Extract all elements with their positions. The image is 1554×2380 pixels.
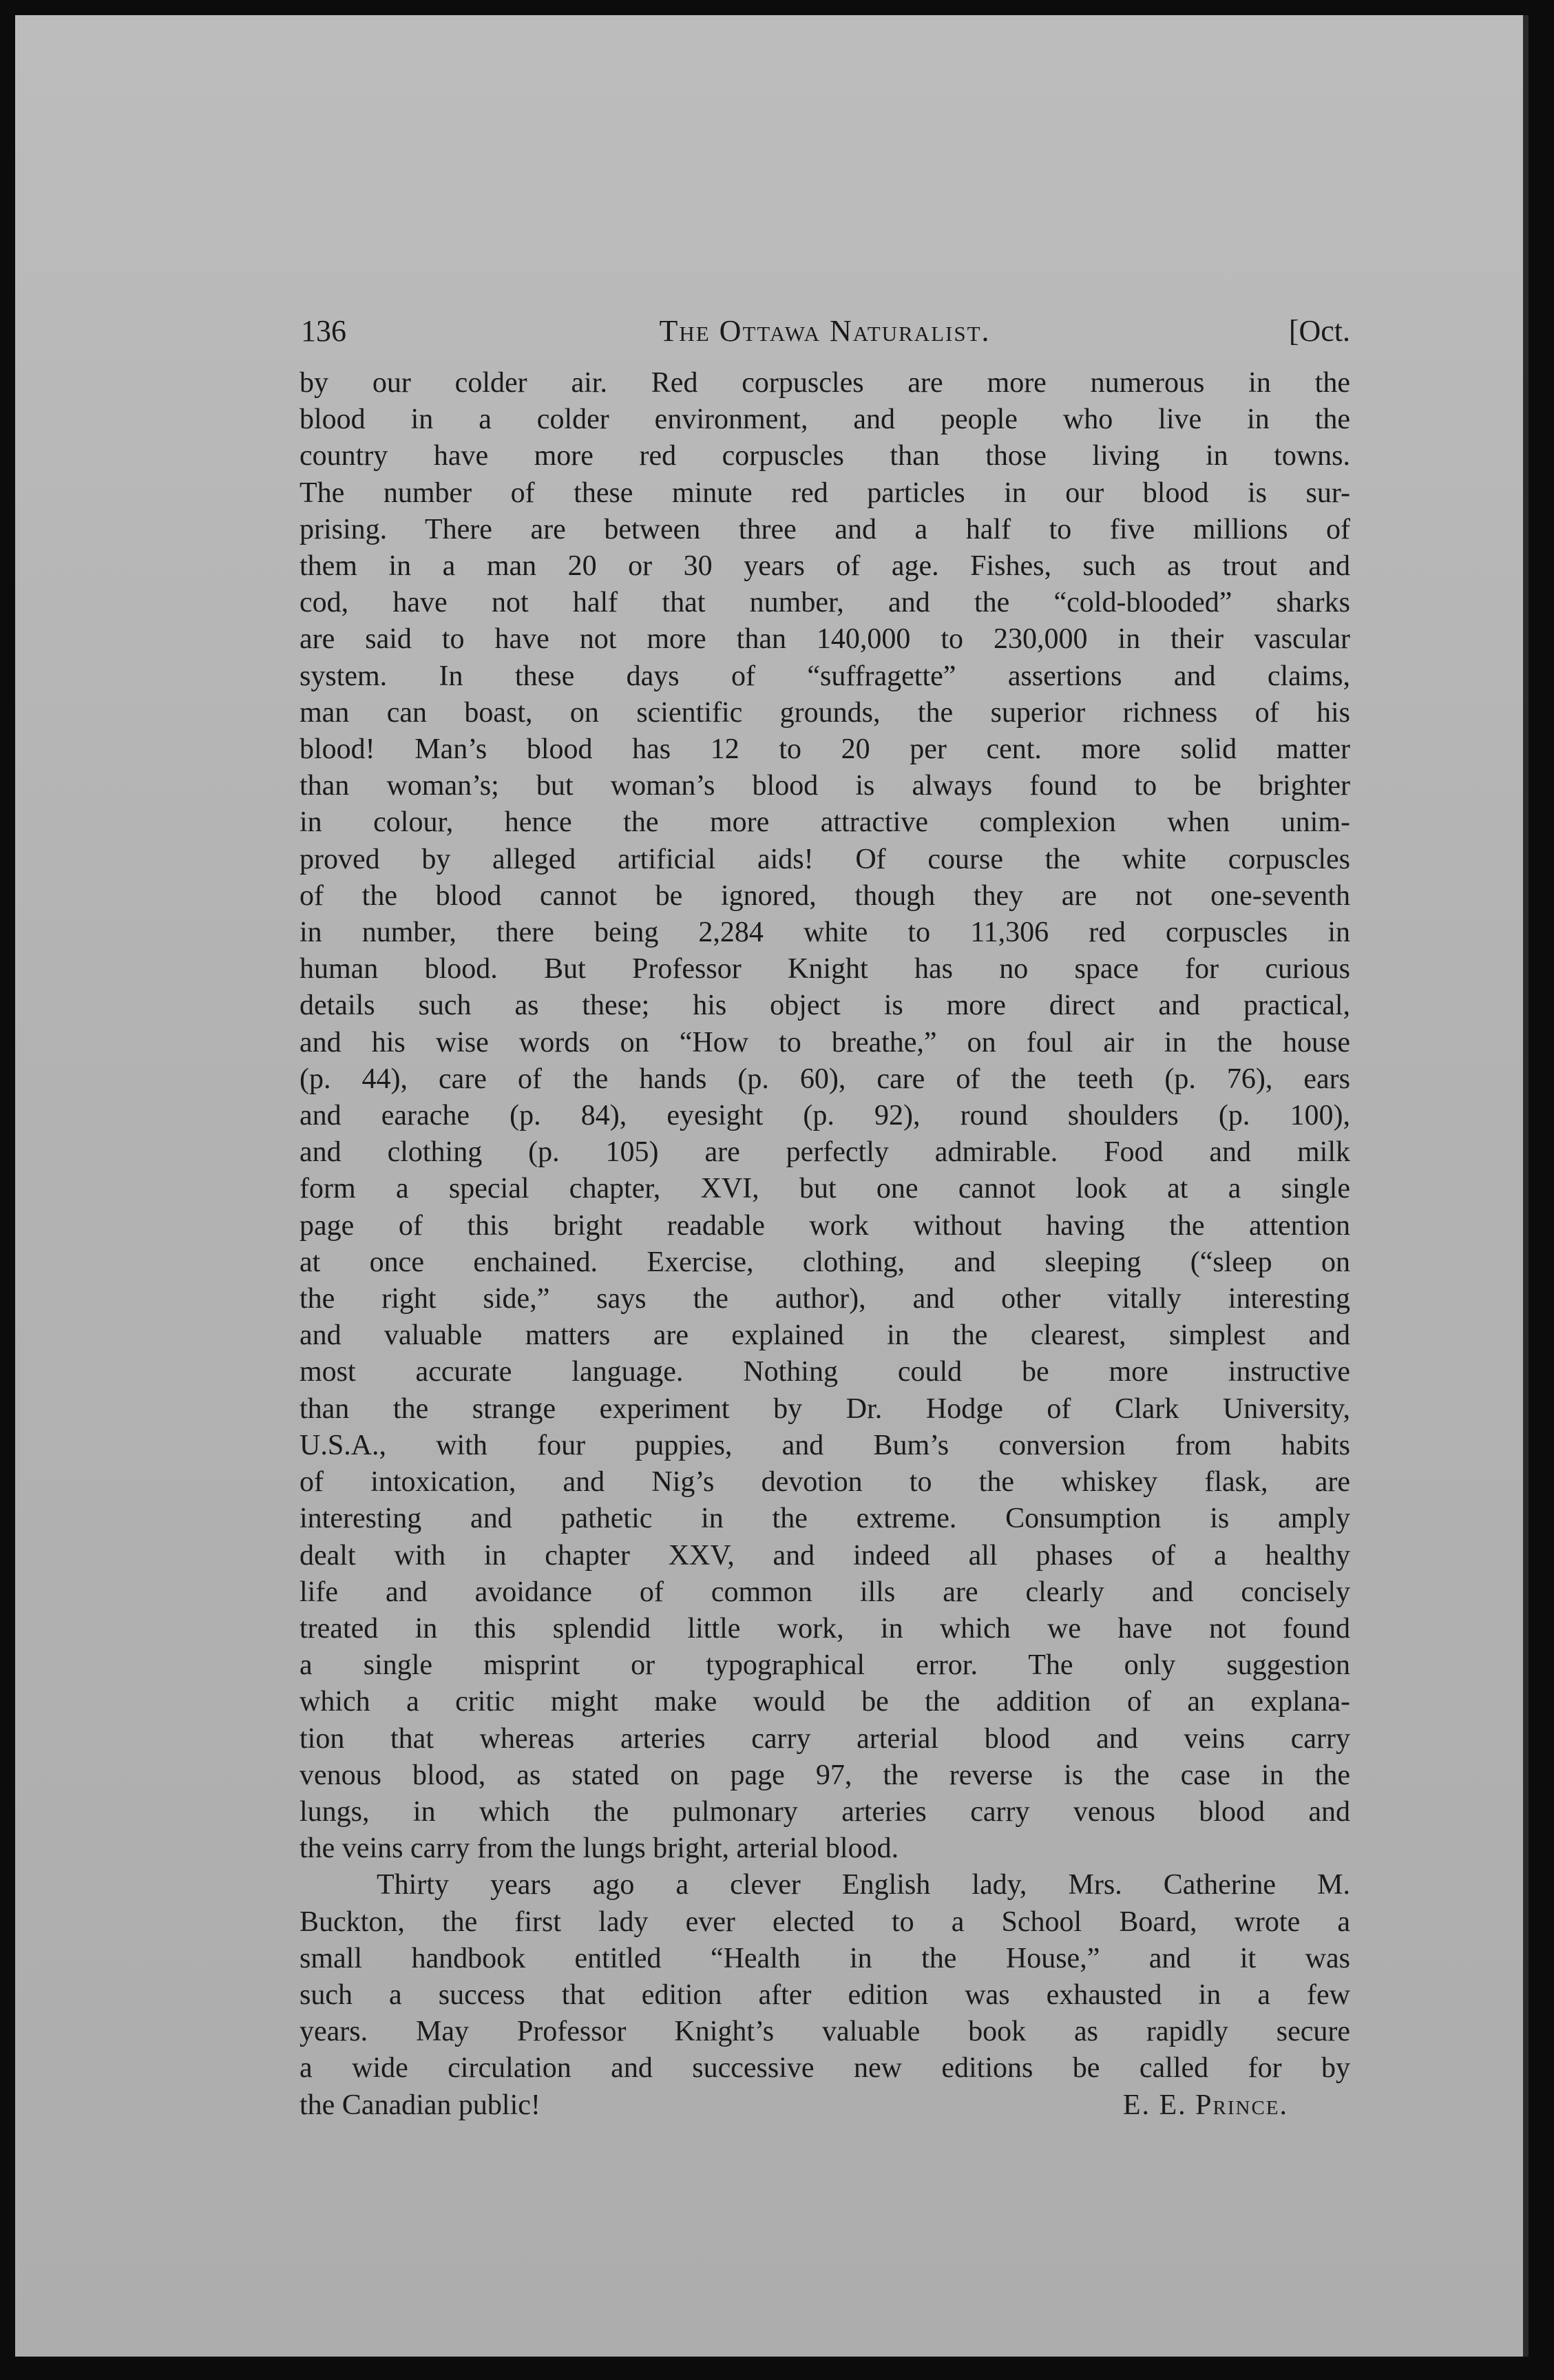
text-line: system. In these days of “suffragette” assertions and claims, <box>300 660 1350 692</box>
text-line: and valuable matters are explained in the clearest, simplest and <box>300 1319 1350 1352</box>
text-line: of intoxication, and Nig’s devotion to the whiskey flask, are <box>300 1466 1350 1499</box>
text-line: and his wise words on “How to breathe,” on foul air in the house <box>300 1026 1350 1058</box>
journal-title: The Ottawa Naturalist. <box>659 314 991 348</box>
text-line: dealt with in chapter XXV, and indeed all phases of a healthy <box>300 1539 1350 1572</box>
text-line: them in a man 20 or 30 years of age. Fishes, such as trout and <box>300 550 1350 583</box>
text-line: U.S.A., with four puppies, and Bum’s conversion from habits <box>300 1429 1350 1461</box>
paragraph-continued <box>300 365 1350 1867</box>
text-line: blood in a colder environment, and people who live in the <box>300 404 1350 436</box>
text-line: which a critic might make would be the addition of an explana- <box>300 1686 1350 1718</box>
text-line: proved by alleged artificial aids! Of course the white corpuscles <box>300 843 1350 875</box>
text-line: venous blood, as stated on page 97, the reverse is the case in the <box>300 1759 1350 1791</box>
issue-month: [Oct. <box>1288 314 1350 348</box>
text-line: most accurate language. Nothing could be more instructive <box>300 1356 1350 1388</box>
paragraph-closing <box>300 1867 1350 2123</box>
text-line: treated in this splendid little work, in which we have not found <box>300 1612 1350 1645</box>
text-line: life and avoidance of common ills are clearly and concisely <box>300 1576 1350 1608</box>
text-line: page of this bright readable work without having the attention <box>300 1209 1350 1242</box>
text-line: interesting and pathetic in the extreme. Consumption is amply <box>300 1503 1350 1535</box>
text-line: the veins carry from the lungs bright, arterial blood. <box>300 1833 899 1865</box>
text-line: and clothing (p. 105) are perfectly admirable. Food and milk <box>300 1136 1350 1169</box>
text-line: details such as these; his object is more direct and practical, <box>300 990 1350 1022</box>
text-line: Buckton, the first lady ever elected to a School Board, wrote a <box>300 1906 1350 1938</box>
text-line: than the strange experiment by Dr. Hodge of Clark University, <box>300 1392 1350 1425</box>
text-line: human blood. But Professor Knight has no space for curious <box>300 953 1350 985</box>
text-line: in colour, hence the more attractive complexion when unim- <box>300 806 1350 839</box>
text-line: tion that whereas arteries carry arterial blood and veins carry <box>300 1722 1350 1755</box>
text-line: years. May Professor Knight’s valuable book as rapidly secure <box>300 2016 1350 2048</box>
text-line: a wide circulation and successive new editions be called for by <box>300 2052 1350 2085</box>
page-text-block <box>300 307 1350 2124</box>
text-line: lungs, in which the pulmonary arteries carry venous blood and <box>300 1795 1350 1828</box>
text-line: and earache (p. 84), eyesight (p. 92), round shoulders (p. 100), <box>300 1100 1350 1132</box>
text-line: the right side,” says the author), and other vitally interesting <box>300 1283 1350 1315</box>
text-line: a single misprint or typographical error. The only suggestion <box>300 1649 1350 1682</box>
closing-line <box>300 2087 1350 2124</box>
text-line: cod, have not half that number, and the “cold-blooded” sharks <box>300 587 1350 619</box>
closing-text: the Canadian public! <box>300 2089 540 2121</box>
text-line: (p. 44), care of the hands (p. 60), care of the teeth (p. 76), ears <box>300 1063 1350 1095</box>
text-line: such a success that edition after edition was exhausted in a few <box>300 1979 1350 2011</box>
text-line: man can boast, on scientific grounds, the superior richness of his <box>300 696 1350 729</box>
text-line: than woman’s; but woman’s blood is always found to be brighter <box>300 770 1350 802</box>
text-line: Thirty years ago a clever English lady, Mrs. Catherine M. <box>377 1869 1350 1901</box>
text-line: in number, there being 2,284 white to 11,306 red corpuscles in <box>300 917 1350 949</box>
text-line: are said to have not more than 140,000 to 230,000 in their vascular <box>300 623 1350 656</box>
text-line: of the blood cannot be ignored, though they are not one-seventh <box>300 879 1350 912</box>
text-line: form a special chapter, XVI, but one cannot look at a single <box>300 1173 1350 1205</box>
scanned-page <box>15 15 1529 2357</box>
text-line: by our colder air. Red corpuscles are more numerous in the <box>300 367 1350 399</box>
page-number: 136 <box>301 314 346 348</box>
author-signature: E. E. Prince. <box>1122 2089 1288 2121</box>
text-line: at once enchained. Exercise, clothing, and sleeping (“sleep on <box>300 1246 1350 1278</box>
text-line: small handbook entitled “Health in the House,” and it was <box>300 1942 1350 1974</box>
text-line: The number of these minute red particles in our blood is sur- <box>300 477 1350 509</box>
article-body <box>300 365 1350 2124</box>
text-line: country have more red corpuscles than those living in towns. <box>300 440 1350 472</box>
text-line: blood! Man’s blood has 12 to 20 per cent. more solid matter <box>300 733 1350 766</box>
running-head <box>300 307 1350 355</box>
text-line: prising. There are between three and a half to five millions of <box>300 513 1350 545</box>
